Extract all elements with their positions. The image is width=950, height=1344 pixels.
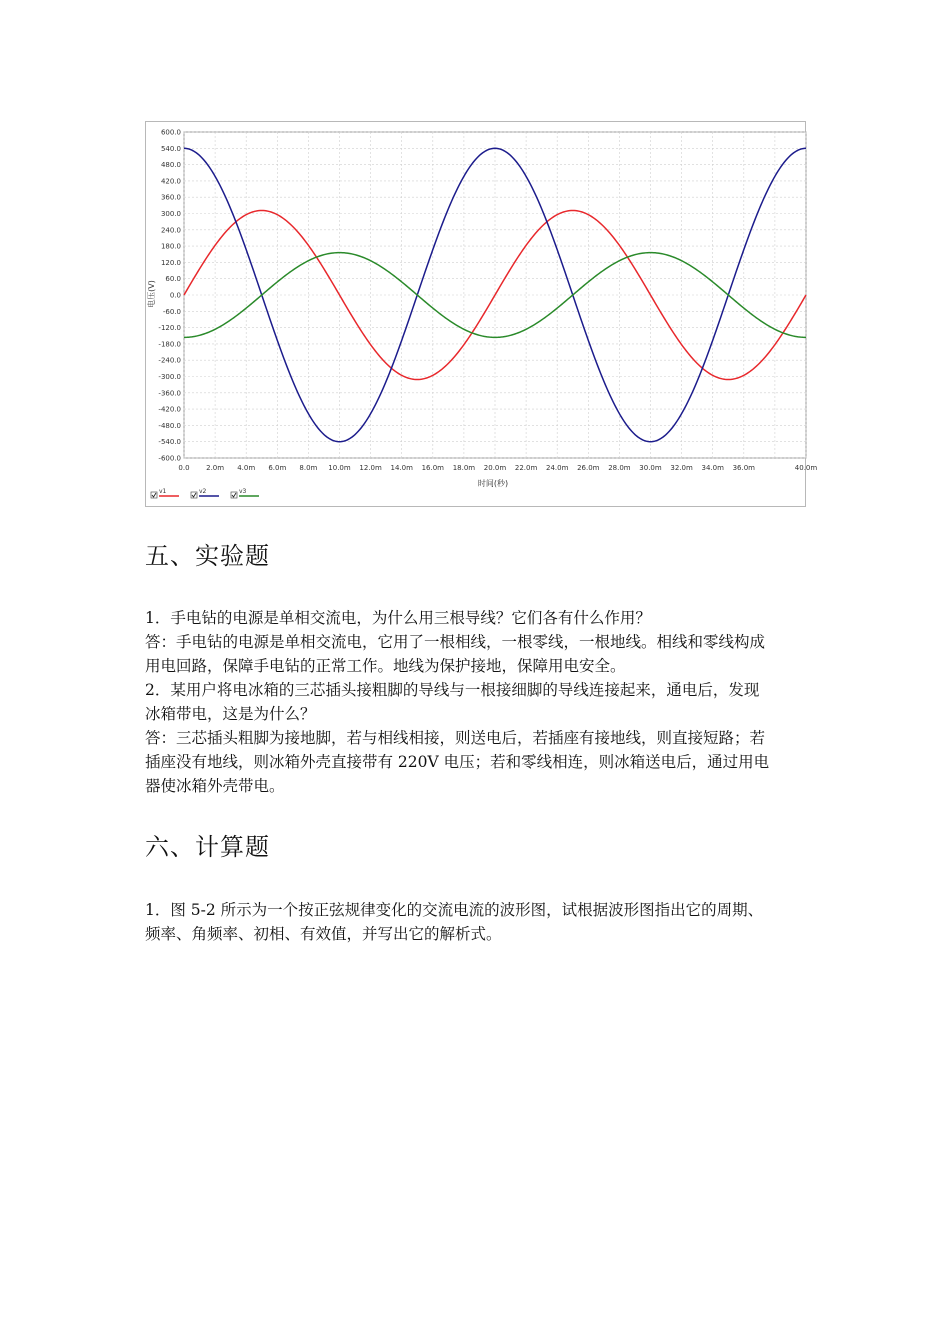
y-tick-label: -600.0 — [158, 454, 181, 463]
legend-label-v3: v3 — [239, 488, 247, 495]
x-tick-label: 4.0m — [237, 464, 256, 472]
y-tick-label: -360.0 — [158, 389, 181, 398]
calc-question-1-line-2: 频率、角频率、初相、有效值，并写出它的解析式。 — [145, 925, 502, 943]
x-tick-label: 12.0m — [359, 464, 382, 472]
x-tick-label: 16.0m — [421, 464, 445, 472]
section-6-title: 六、计算题 — [145, 833, 270, 861]
x-tick-label: 28.0m — [608, 464, 631, 472]
y-axis-label: 电压(V) — [147, 280, 156, 308]
y-tick-label: -240.0 — [158, 356, 181, 365]
x-tick-label: 20.0m — [483, 464, 507, 472]
x-tick-label: 8.0m — [299, 464, 318, 472]
y-tick-label: 120.0 — [160, 258, 181, 267]
answer-2-line-2: 插座没有地线，则冰箱外壳直接带有 220V 电压；若和零线相连，则冰箱送电后，通过用电 — [145, 753, 770, 771]
legend-label-v2: v2 — [199, 488, 207, 495]
answer-1-line-1: 答：手电钻的电源是单相交流电，它用了一根相线，一根零线，一根地线。相线和零线构成 — [145, 633, 766, 651]
x-tick-label: 34.0m — [701, 464, 724, 472]
chart-svg — [146, 122, 818, 508]
legend-checkbox-v3[interactable] — [231, 492, 237, 498]
x-axis-label: 时间(秒) — [477, 479, 509, 488]
legend-checkbox-v2[interactable] — [191, 492, 197, 498]
y-tick-label: 360.0 — [160, 193, 181, 202]
section-5-body — [145, 606, 807, 798]
y-tick-label: 480.0 — [160, 161, 181, 170]
y-tick-label: -120.0 — [158, 324, 181, 333]
y-tick-label: 60.0 — [165, 275, 181, 284]
answer-2-line-3: 器使冰箱外壳带电。 — [145, 777, 285, 795]
x-tick-label: 14.0m — [390, 464, 413, 472]
y-tick-label: -480.0 — [158, 421, 181, 430]
y-tick-label: 0.0 — [169, 291, 181, 300]
section-6-body — [145, 898, 807, 946]
x-tick-label: 30.0m — [639, 464, 662, 472]
answer-2-line-1: 答：三芯插头粗脚为接地脚，若与相线相接，则送电后，若插座有接地线，则直接短路；若 — [145, 729, 766, 747]
question-1: 1．手电钻的电源是单相交流电，为什么用三根导线？它们各有什么作用？ — [145, 609, 651, 627]
calc-question-1-line-1: 1．图 5-2 所示为一个按正弦规律变化的交流电流的波形图，试根据波形图指出它的周期、 — [145, 901, 764, 919]
legend-label-v1: v1 — [159, 488, 167, 495]
y-tick-label: -300.0 — [158, 373, 181, 381]
x-tick-label: 2.0m — [206, 464, 225, 472]
y-tick-labels — [158, 129, 181, 463]
y-tick-label: 420.0 — [160, 177, 181, 186]
y-tick-label: 180.0 — [160, 242, 181, 251]
y-tick-label: 300.0 — [160, 210, 181, 218]
x-tick-label: 32.0m — [670, 464, 693, 472]
x-tick-label: 26.0m — [577, 464, 600, 472]
x-tick-label: 40.0m — [794, 464, 818, 472]
y-tick-label: 240.0 — [160, 226, 181, 235]
question-2-line-2: 冰箱带电，这是为什么？ — [145, 705, 316, 723]
legend — [151, 488, 259, 498]
waveform-chart — [145, 121, 818, 507]
y-tick-label: -420.0 — [158, 405, 181, 414]
y-tick-label: 600.0 — [160, 128, 181, 137]
x-tick-labels — [178, 464, 817, 472]
x-tick-label: 22.0m — [514, 464, 538, 472]
x-tick-label: 0.0 — [178, 464, 190, 472]
question-2-line-1: 2．某用户将电冰箱的三芯插头接粗脚的导线与一根接细脚的导线连接起来，通电后，发现 — [145, 681, 760, 699]
y-tick-label: -540.0 — [158, 438, 181, 447]
y-tick-label: -60.0 — [162, 307, 181, 316]
section-5-title: 五、实验题 — [145, 542, 270, 570]
x-tick-label: 24.0m — [545, 464, 569, 472]
x-tick-label: 6.0m — [268, 464, 287, 472]
y-tick-label: 540.0 — [160, 144, 181, 153]
x-tick-label: 10.0m — [328, 464, 351, 472]
y-tick-label: -180.0 — [158, 340, 181, 349]
x-tick-label: 36.0m — [732, 464, 756, 472]
answer-1-line-2: 用电回路，保障手电钻的正常工作。地线为保护接地，保障用电安全。 — [145, 657, 626, 675]
x-tick-label: 18.0m — [452, 464, 476, 472]
legend-checkbox-v1[interactable] — [151, 492, 157, 498]
